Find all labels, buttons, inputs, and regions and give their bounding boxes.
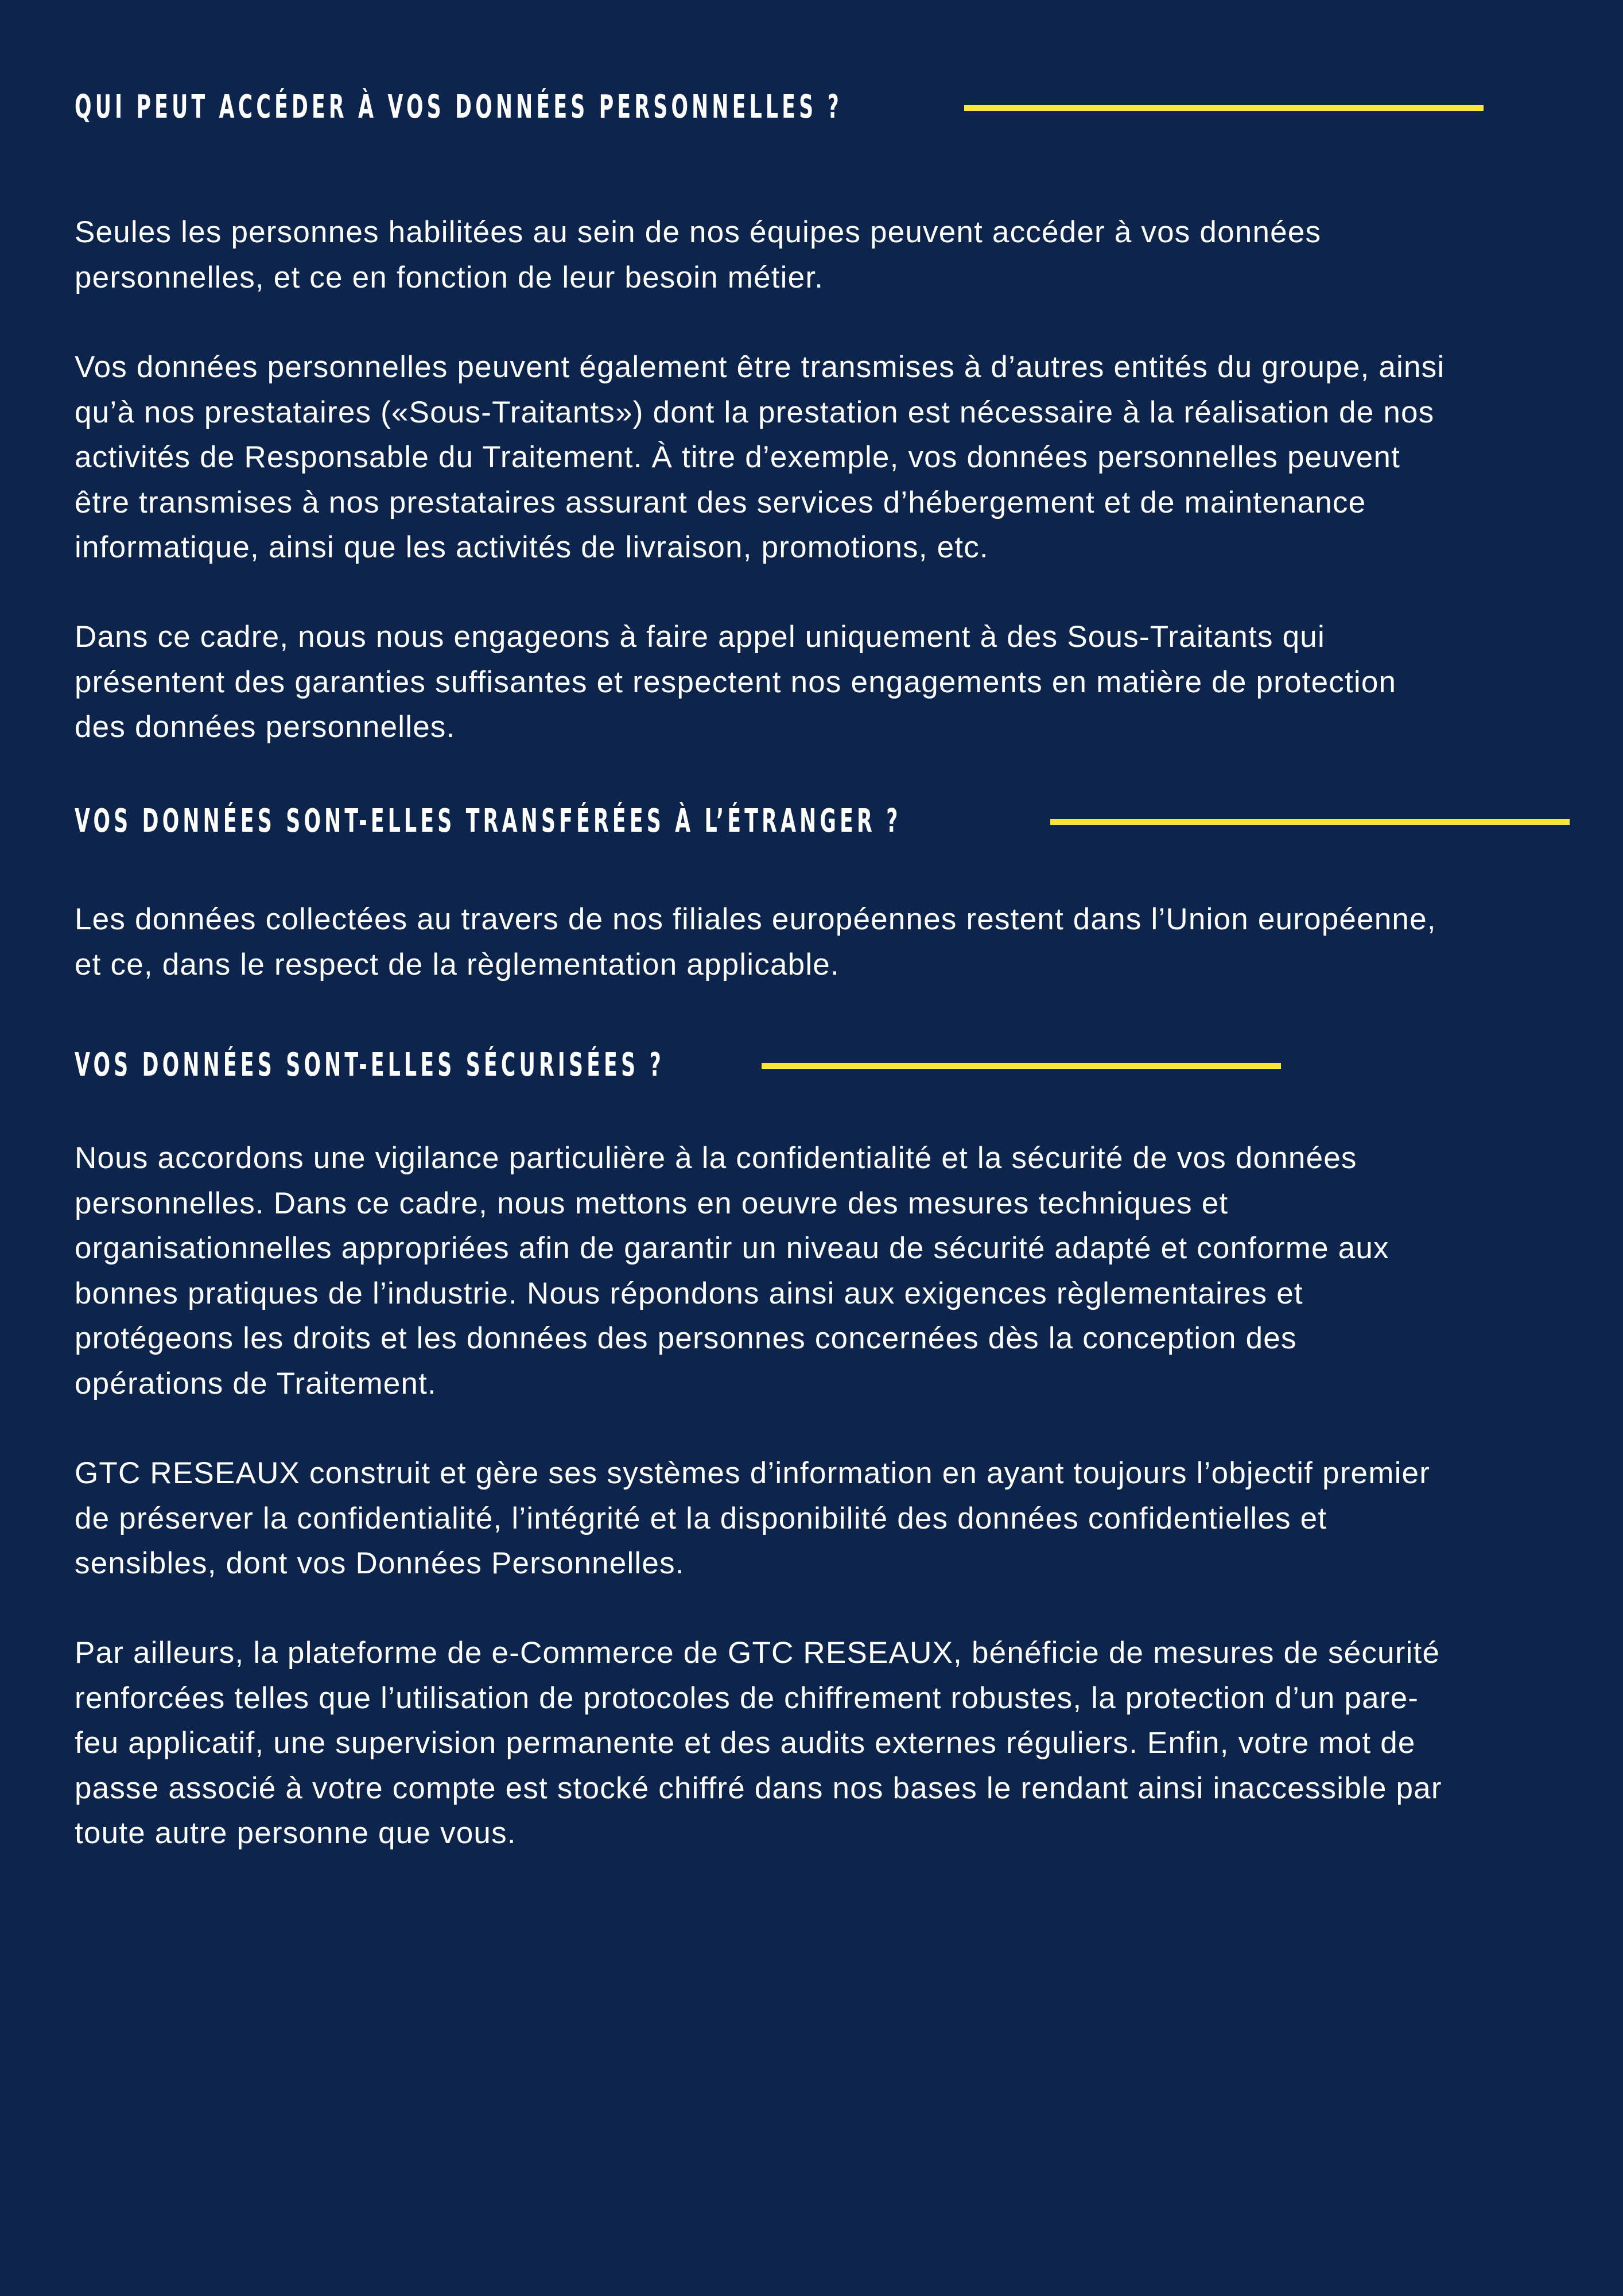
paragraph: GTC RESEAUX construit et gère ses systèmes d’information en ayant toujours l’objectif premier de préserver la confidentialité, l’intégrité et la disponibilité des données confidentielles et sensibles, dont vos Données Personnelles. bbox=[75, 1456, 1431, 1580]
section-title: VOS DONNÉES SONT-ELLES TRANSFÉRÉES À L’ÉTRANGER ? bbox=[75, 802, 902, 840]
paragraph: Vos données personnelles peuvent également être transmises à d’autres entités du groupe, ainsi qu’à nos prestataires («Sous-Traitants») dont la prestation est nécessaire à la réalisation de nos activités de Responsable du Traitement. À titre d’exemple, vos données personnelles peuvent être transmises à nos prestataires assurant des services d’hébergement et de maintenance informatique, ainsi que les activités de livraison, promotions, etc. bbox=[75, 350, 1445, 564]
section-title: QUI PEUT ACCÉDER À VOS DONNÉES PERSONNELLES ? bbox=[75, 88, 843, 126]
heading-underline-rule bbox=[762, 1063, 1281, 1069]
paragraph: Dans ce cadre, nous nous engageons à faire appel uniquement à des Sous-Traitants qui présentent des garanties suffisantes et respectent nos engagements en matière de protection des données personnelles. bbox=[75, 620, 1397, 744]
paragraph: Les données collectées au travers de nos filiales européennes restent dans l’Union européenne, et ce, dans le respect de la règlementation applicable. bbox=[75, 902, 1436, 982]
paragraph: Nous accordons une vigilance particulière à la confidentialité et la sécurité de vos données personnelles. Dans ce cadre, nous mettons en oeuvre des mesures techniques et organisationnelles appropriées afin de garantir un niveau de sécurité adapté et conforme aux bonnes pratiques de l’industrie. Nous répondons ainsi aux exigences règlementaires et protégeons les droits et les données des personnes concernées dès la conception des opérations de Traitement. bbox=[75, 1141, 1389, 1401]
heading-underline-rule bbox=[964, 105, 1484, 111]
paragraph: Par ailleurs, la plateforme de e-Commerce de GTC RESEAUX, bénéficie de mesures de sécurité renforcées telles que l’utilisation de protocoles de chiffrement robustes, la protection d’un pare- feu applicatif, une supervision permanente et des audits externes réguliers. Enfin, votre mot de passe associé à votre compte est stocké chiffré dans nos bases le rendant ainsi inaccessible par toute autre personne que vous. bbox=[75, 1636, 1442, 1850]
section-title: VOS DONNÉES SONT-ELLES SÉCURISÉES ? bbox=[75, 1046, 665, 1084]
paragraph: Seules les personnes habilitées au sein de nos équipes peuvent accéder à vos données personnelles, et ce en fonction de leur besoin métier. bbox=[75, 215, 1322, 294]
heading-underline-rule bbox=[1050, 819, 1570, 825]
